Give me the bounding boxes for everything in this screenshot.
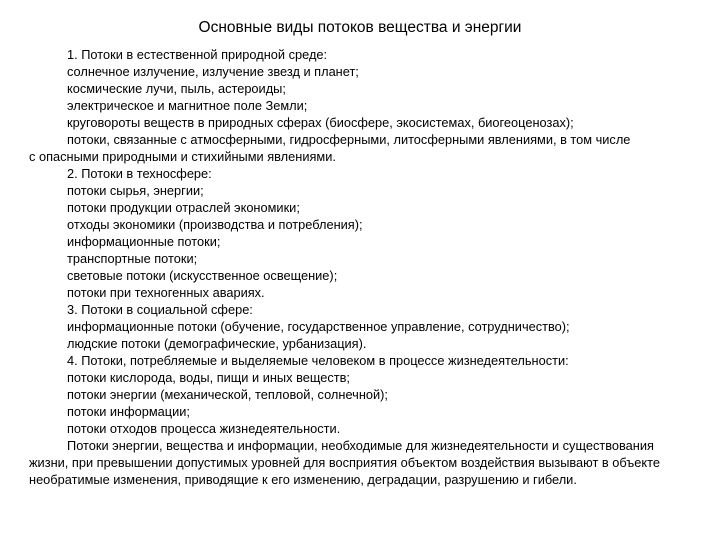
list-item: космические лучи, пыль, астероиды; [67,81,286,96]
section-heading-technosphere: 2. Потоки в техносфере: [67,166,212,181]
section-heading-human: 4. Потоки, потребляемые и выделяемые человеком в процессе жизнедеятельности: [67,353,569,368]
list-item: людские потоки (демографические, урбанизация). [67,336,367,351]
conclusion-paragraph: Потоки энергии, вещества и информации, необходимые для жизнедеятельности и существования жизни, при превышении допустимых уровней для восприятия объектом воздействия вызывают в объекте необратимые изменения, приводящие к его изменению, деградации, разрушению и гибели. [29,438,660,487]
list-item-continuation: с опасными природными и стихийными явлениями. [29,149,336,164]
list-item: потоки сырья, энергии; [67,183,204,198]
list-item: транспортные потоки; [67,251,198,266]
section-heading-natural: 1. Потоки в естественной природной среде: [67,47,328,62]
list-item: потоки отходов процесса жизнедеятельности. [67,421,341,436]
list-item: потоки, связанные с атмосферными, гидросферными, литосферными явлениями, в том числе [67,132,631,147]
list-item: потоки кислорода, воды, пищи и иных веществ; [67,370,350,385]
list-item: солнечное излучение, излучение звезд и планет; [67,64,359,79]
list-item: информационные потоки; [67,234,221,249]
list-item: потоки энергии (механической, тепловой, солнечной); [67,387,388,402]
list-item: информационные потоки (обучение, государственное управление, сотрудничество); [67,319,570,334]
slide-title: Основные виды потоков вещества и энергии [198,19,522,36]
list-item: потоки продукции отраслей экономики; [67,200,300,215]
list-item: электрическое и магнитное поле Земли; [67,98,308,113]
list-item: отходы экономики (производства и потребления); [67,217,363,232]
list-item: потоки при техногенных авариях. [67,285,265,300]
list-item: потоки информации; [67,404,190,419]
section-heading-social: 3. Потоки в социальной сфере: [67,302,253,317]
list-item: световые потоки (искусственное освещение); [67,268,338,283]
slide-body [29,46,694,488]
list-item: круговороты веществ в природных сферах (биосфере, экосистемах, биогеоценозах); [67,115,574,130]
